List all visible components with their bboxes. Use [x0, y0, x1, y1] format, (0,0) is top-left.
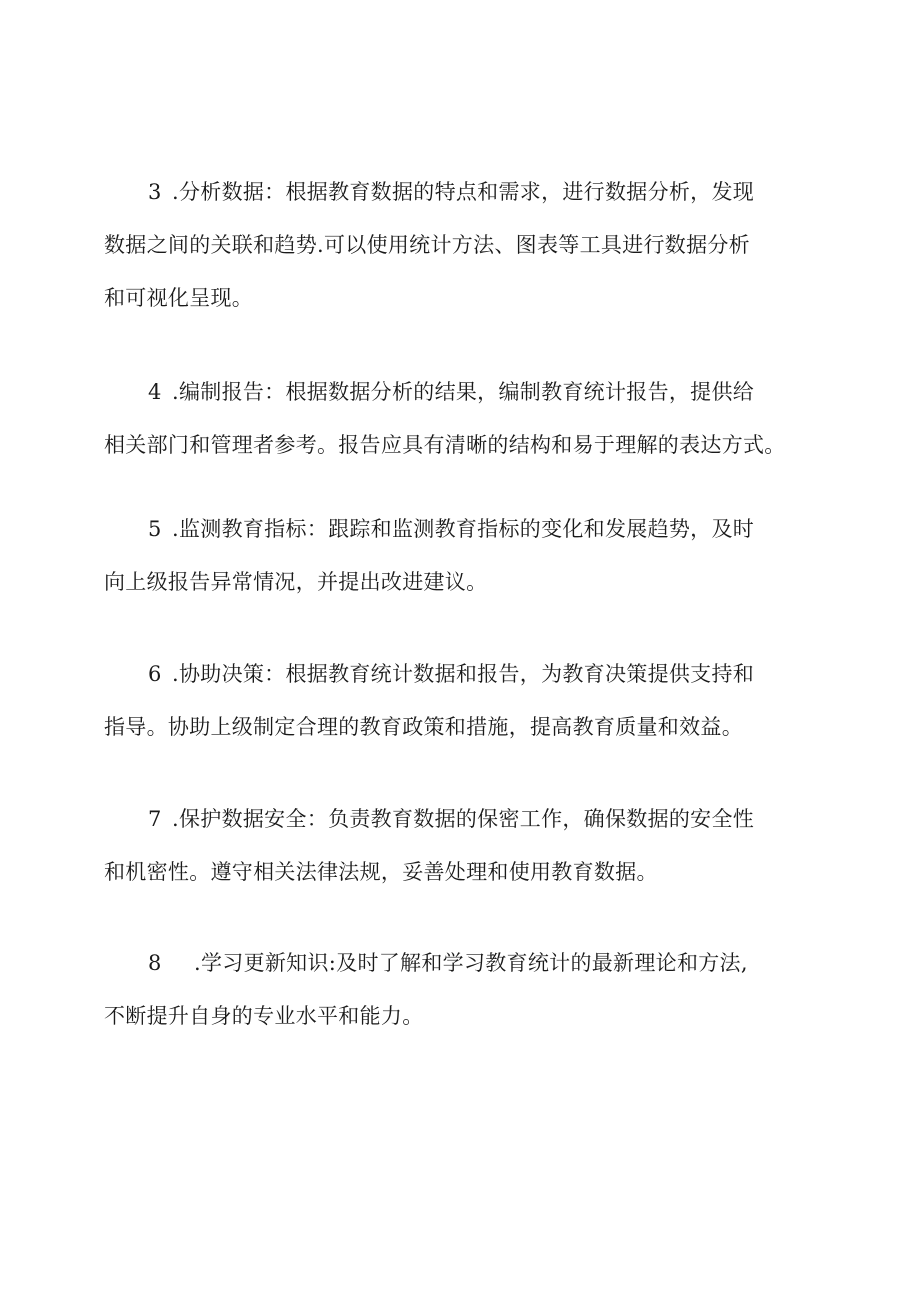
list-item-6 — [104, 648, 816, 754]
list-item-line: 和机密性。遵守相关法律法规，妥善处理和使用教育数据。 — [104, 860, 658, 884]
list-item-line — [104, 503, 816, 556]
list-item-8 — [104, 937, 816, 1043]
item-number: 8 — [148, 951, 162, 975]
list-item-line — [104, 648, 816, 701]
item-number: 3 — [148, 180, 162, 204]
item-number: 5 — [148, 517, 162, 541]
item-number: 4 — [148, 380, 162, 404]
item-text: .分析数据：根据教育数据的特点和需求，进行数据分析，发现 — [172, 180, 755, 204]
list-item-line — [104, 937, 816, 990]
item-number: 6 — [148, 662, 162, 686]
list-item-line — [104, 166, 816, 219]
list-item-4 — [104, 366, 816, 472]
list-item-line: 和可视化呈现。 — [104, 286, 254, 310]
list-item-line — [104, 366, 816, 419]
list-item-line: 相关部门和管理者参考。报告应具有清晰的结构和易于理解的表达方式。 — [104, 433, 786, 457]
item-text: .编制报告：根据数据分析的结果，编制教育统计报告，提供给 — [172, 380, 755, 404]
item-text: .协助决策：根据教育统计数据和报告，为教育决策提供支持和 — [172, 662, 755, 686]
list-item-line: 指导。协助上级制定合理的教育政策和措施，提高教育质量和效益。 — [104, 715, 743, 739]
list-item-line: 向上级报告异常情况，并提出改进建议。 — [104, 570, 488, 594]
list-item-line — [104, 793, 816, 846]
list-item-7 — [104, 793, 816, 899]
item-text: .监测教育指标：跟踪和监测教育指标的变化和发展趋势，及时 — [172, 517, 755, 541]
item-number: 7 — [148, 807, 162, 831]
list-item-3 — [104, 166, 816, 325]
list-item-5 — [104, 503, 816, 609]
list-item-line: 不断提升自身的专业水平和能力。 — [104, 1004, 424, 1028]
list-item-line: 数据之间的关联和趋势.可以使用统计方法、图表等工具进行数据分析 — [104, 233, 750, 257]
item-text: .保护数据安全：负责教育数据的保密工作，确保数据的安全性 — [172, 807, 755, 831]
item-text: .学习更新知识:及时了解和学习教育统计的最新理论和方法, — [194, 951, 748, 975]
